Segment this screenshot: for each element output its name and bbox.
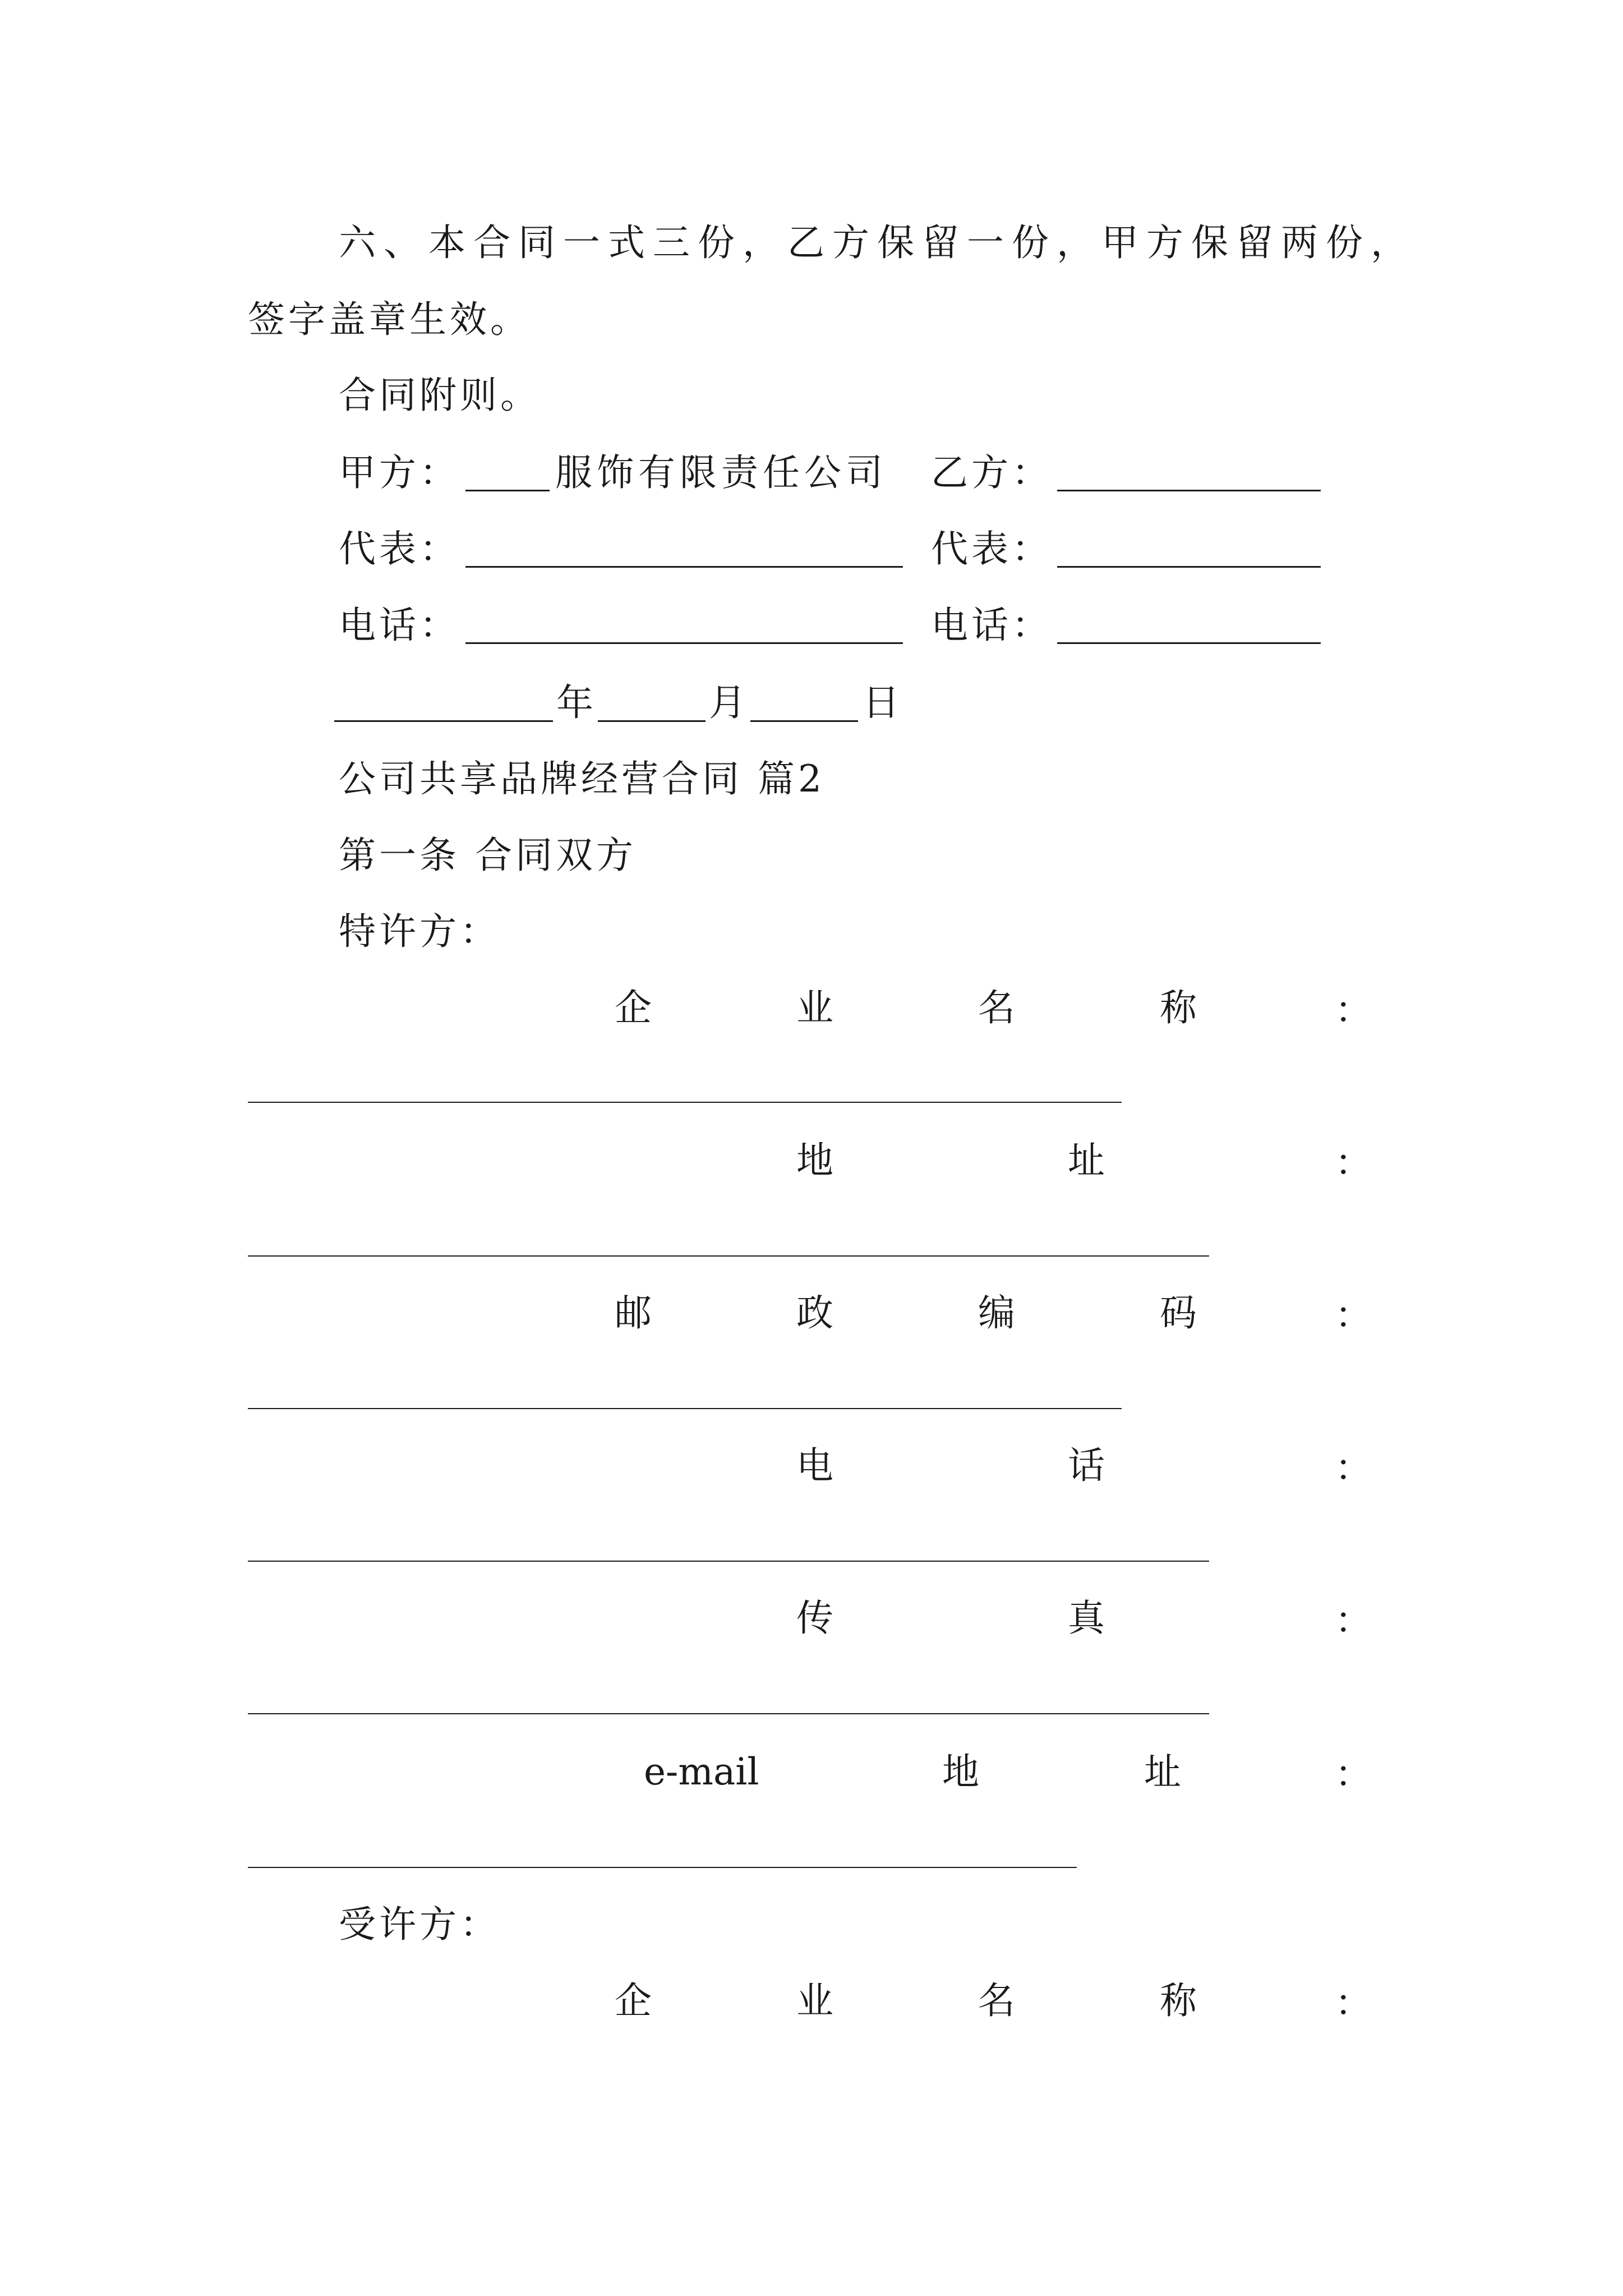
franchisor-address-char-2: 址 [1068,1139,1105,1182]
franchisor-postal-colon: ： [1335,1294,1372,1337]
phone-b-label: 电话： [931,604,1052,647]
clause-6-line-1: 六、本合同一式三份，乙方保留一份，甲方保留两份， [339,221,1415,264]
franchisor-postal-char-1: 邮 [615,1291,652,1335]
day-blank [750,720,858,722]
month-blank [598,720,706,722]
year-blank [334,720,553,722]
rules-heading: 合同附则。 [339,374,541,417]
day-label: 日 [863,681,903,724]
franchisor-name-blank [248,1102,1122,1103]
franchisor-phone-colon: ： [1335,1446,1372,1489]
rep-a-blank [465,566,903,568]
franchisor-fax-blank [248,1713,1209,1714]
franchisor-name-char-1: 企 [615,986,652,1029]
franchisor-label: 特许方： [339,910,500,953]
rep-a-label: 代表： [339,527,460,570]
franchisor-email-char-2: 址 [1144,1750,1181,1793]
franchisor-postal-blank [248,1408,1122,1409]
franchisee-name-char-3: 名 [978,1979,1015,2022]
rep-b-label: 代表： [931,527,1052,570]
franchisor-phone-blank [248,1561,1209,1562]
clause-6-line-2: 签字盖章生效。 [248,298,531,341]
section-2-title: 公司共享品牌经营合同 篇2 [339,757,825,800]
party-a-company: 服饰有限责任公司 [555,451,887,494]
franchisee-name-colon: ： [1335,1981,1372,2024]
franchisee-name-char-2: 业 [796,1979,833,2022]
month-label: 月 [709,681,749,724]
franchisor-name-char-2: 业 [796,986,833,1029]
party-b-blank [1057,490,1321,491]
party-a-blank [465,490,550,491]
franchisor-postal-char-2: 政 [796,1291,833,1335]
rep-b-blank [1057,566,1321,568]
party-b-label: 乙方： [931,451,1052,494]
franchisor-address-blank [248,1255,1209,1257]
franchisor-phone-char-2: 话 [1068,1444,1105,1487]
franchisor-fax-char-2: 真 [1068,1596,1105,1640]
franchisor-email-blank [248,1867,1077,1868]
franchisor-email-colon: ： [1335,1752,1372,1796]
franchisor-fax-colon: ： [1335,1599,1372,1642]
franchisor-name-char-4: 称 [1160,986,1197,1029]
party-a-label: 甲方： [339,451,460,494]
franchisor-fax-char-1: 传 [796,1596,833,1640]
franchisee-name-char-1: 企 [615,1979,652,2022]
franchisor-email-label: e-mail [644,1750,759,1793]
franchisor-name-char-3: 名 [978,986,1015,1029]
phone-b-blank [1057,642,1321,644]
franchisor-postal-char-4: 码 [1160,1291,1197,1335]
article-1-title: 第一条 合同双方 [339,834,637,877]
franchisor-address-colon: ： [1335,1141,1372,1184]
franchisee-name-char-4: 称 [1160,1979,1197,2022]
franchisor-name-colon: ： [1335,988,1372,1032]
franchisor-address-char-1: 地 [796,1139,833,1182]
phone-a-blank [465,642,903,644]
franchisor-email-char-1: 地 [942,1750,979,1793]
franchisee-label: 受许方： [339,1903,500,1946]
franchisor-postal-char-3: 编 [978,1291,1015,1335]
year-label: 年 [556,681,597,724]
phone-a-label: 电话： [339,604,460,647]
franchisor-phone-char-1: 电 [796,1444,833,1487]
